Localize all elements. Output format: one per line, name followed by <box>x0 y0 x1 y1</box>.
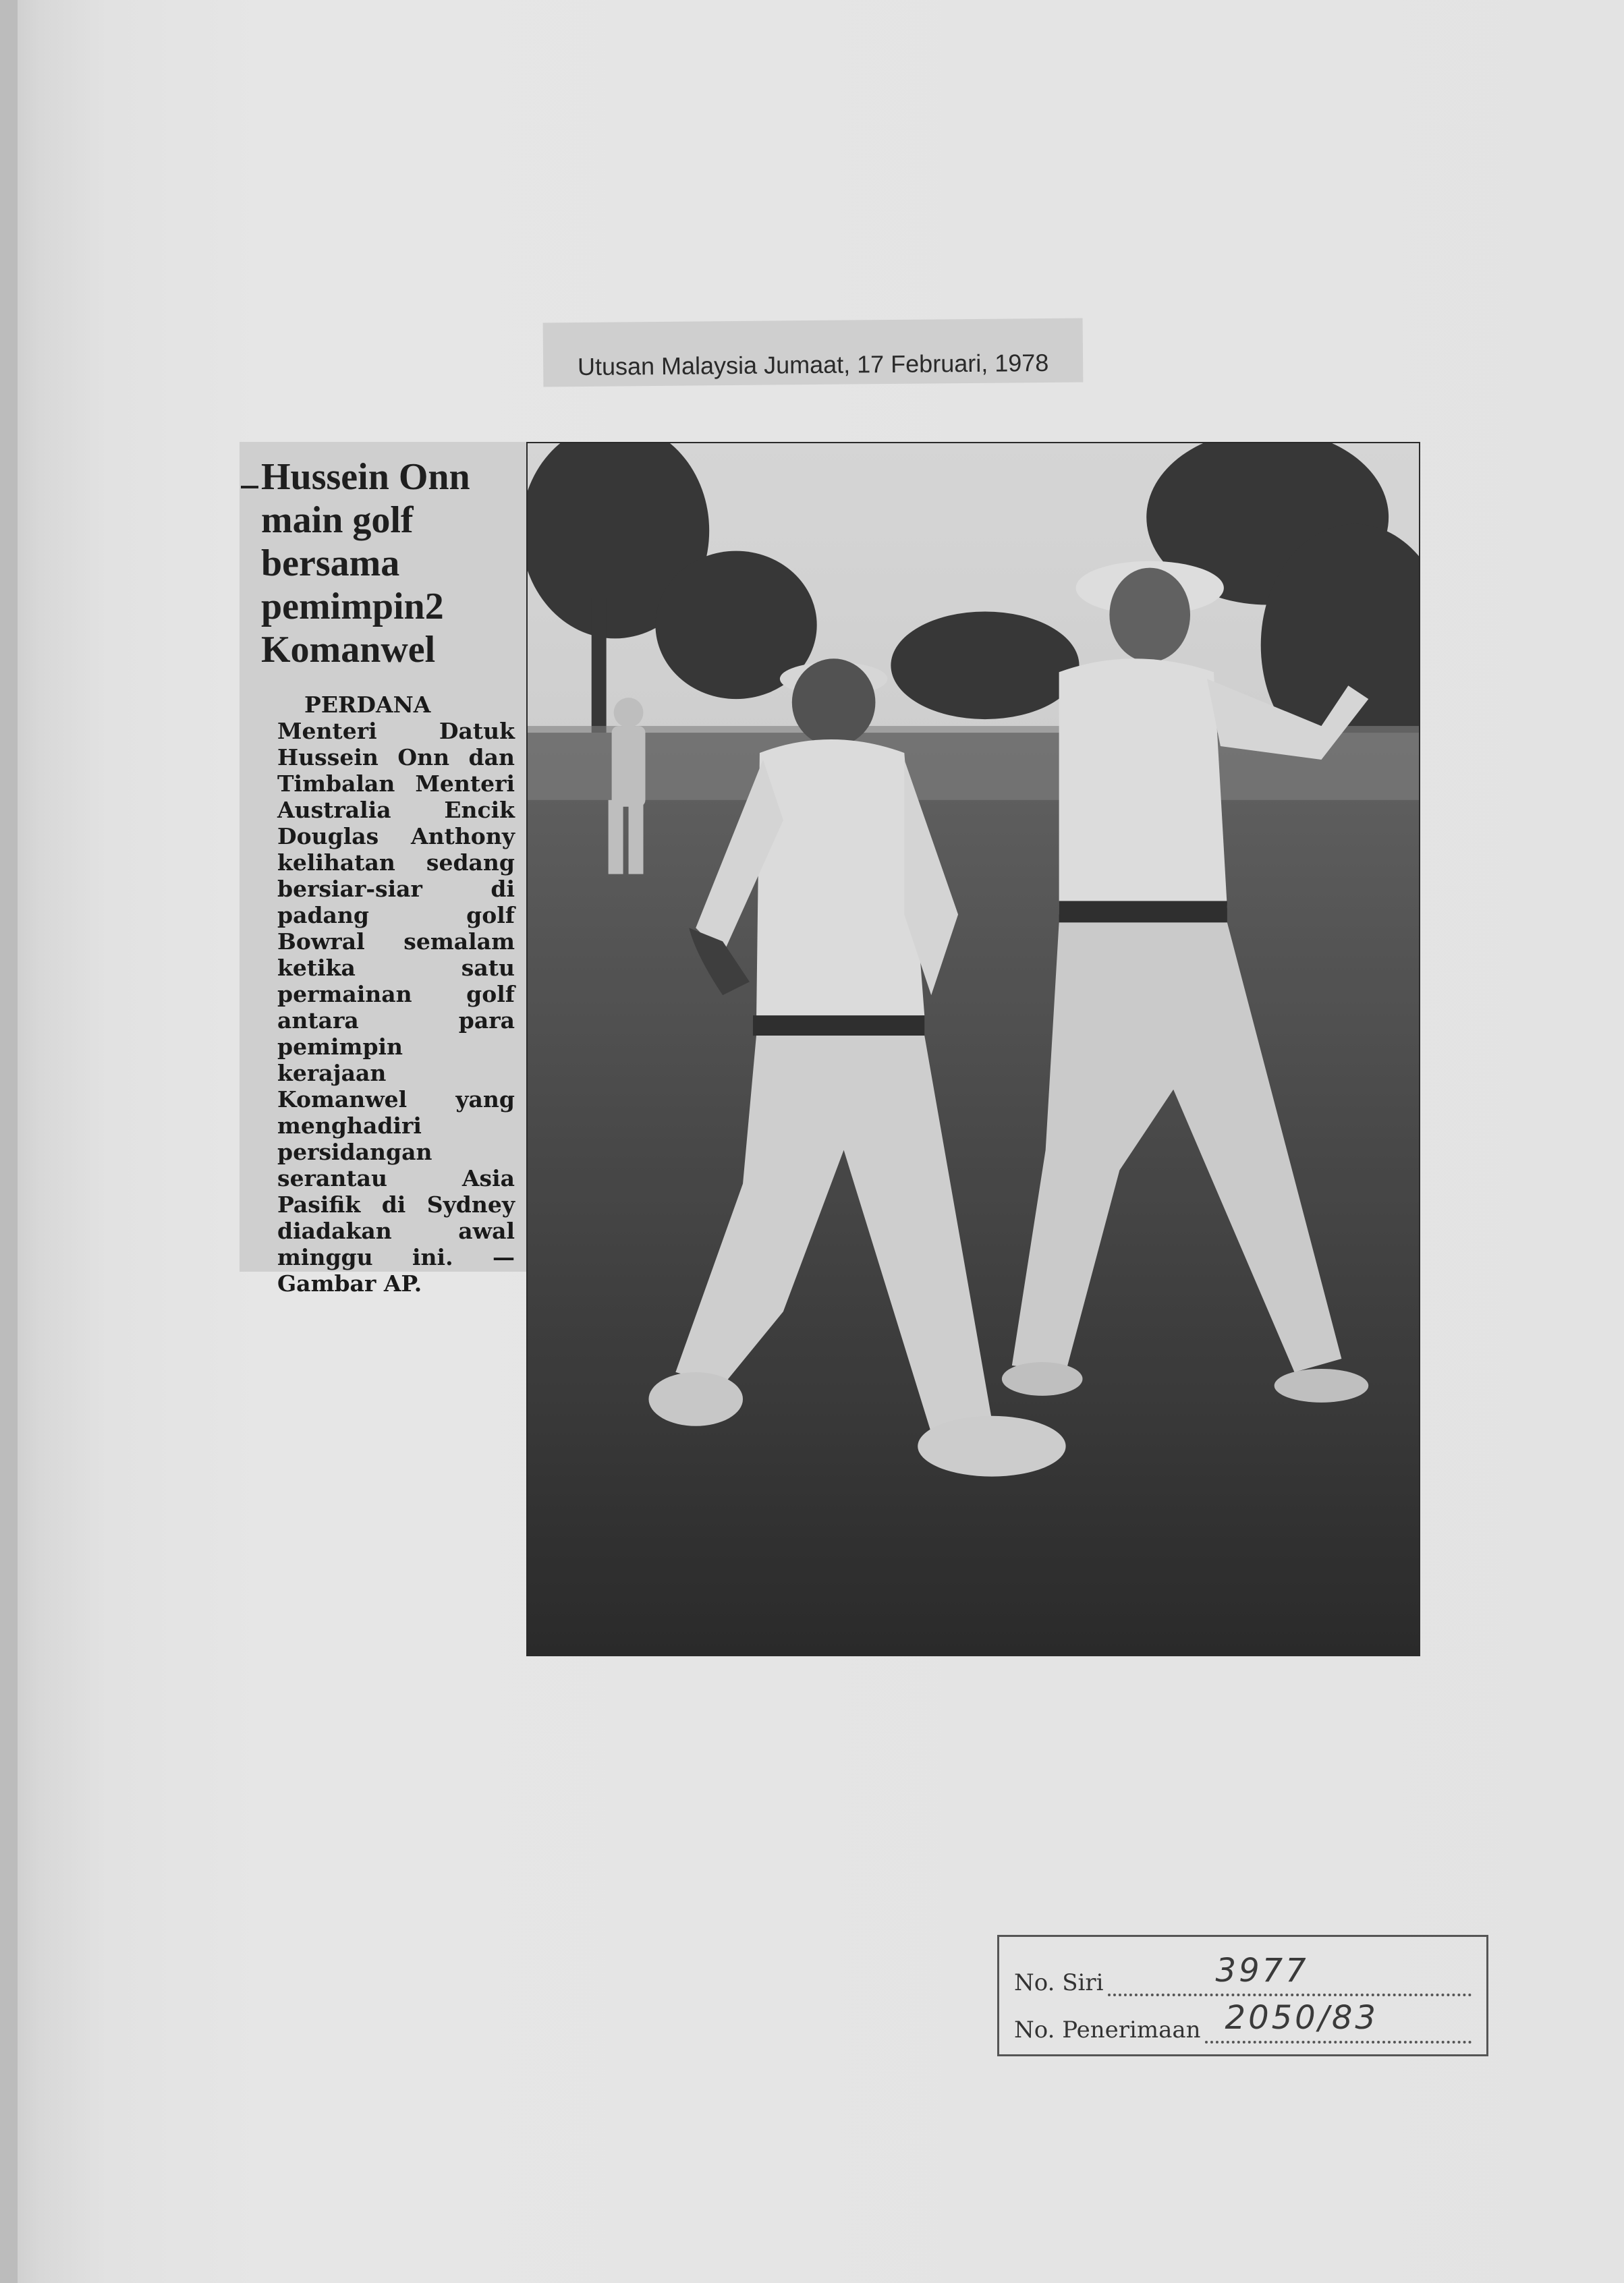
show-through-mark <box>688 1687 1120 1747</box>
penerimaan-value: 2050/83 <box>1225 1999 1378 2037</box>
dateline-strip <box>543 318 1084 387</box>
siri-value: 3977 <box>1215 1952 1309 1990</box>
siri-line <box>1108 1952 1472 1996</box>
news-photo <box>526 442 1420 1656</box>
article-text-column <box>240 442 536 1297</box>
binding-shadow <box>0 0 18 2283</box>
headline: Hussein Onn main golf bersama pemimpin2 Komanwel <box>253 455 515 671</box>
siri-row <box>1014 1949 1472 1996</box>
penerimaan-line <box>1205 1999 1472 2044</box>
article-body: PERDANA Menteri Datuk Hussein Onn dan Timbalan Menteri Australia Encik Douglas Anthony kelihatan sedang bersiar-siar di padang golf Bowral semalam ketika satu permainan golf antara para pemimpin kerajaan Komanwel yang menghadiri persidangan serantau Asia Pasifik di Sydney diadakan awal minggu ini. — Gambar AP. <box>277 692 515 1297</box>
accession-stamp <box>997 1935 1488 2056</box>
photo-illustration <box>528 443 1419 1655</box>
dateline-text: Utusan Malaysia Jumaat, 17 Februari, 1978 <box>577 348 1049 381</box>
penerimaan-row <box>1014 1996 1472 2044</box>
siri-label: No. Siri <box>1014 1969 1104 1996</box>
penerimaan-label: No. Penerimaan <box>1014 2017 1201 2044</box>
